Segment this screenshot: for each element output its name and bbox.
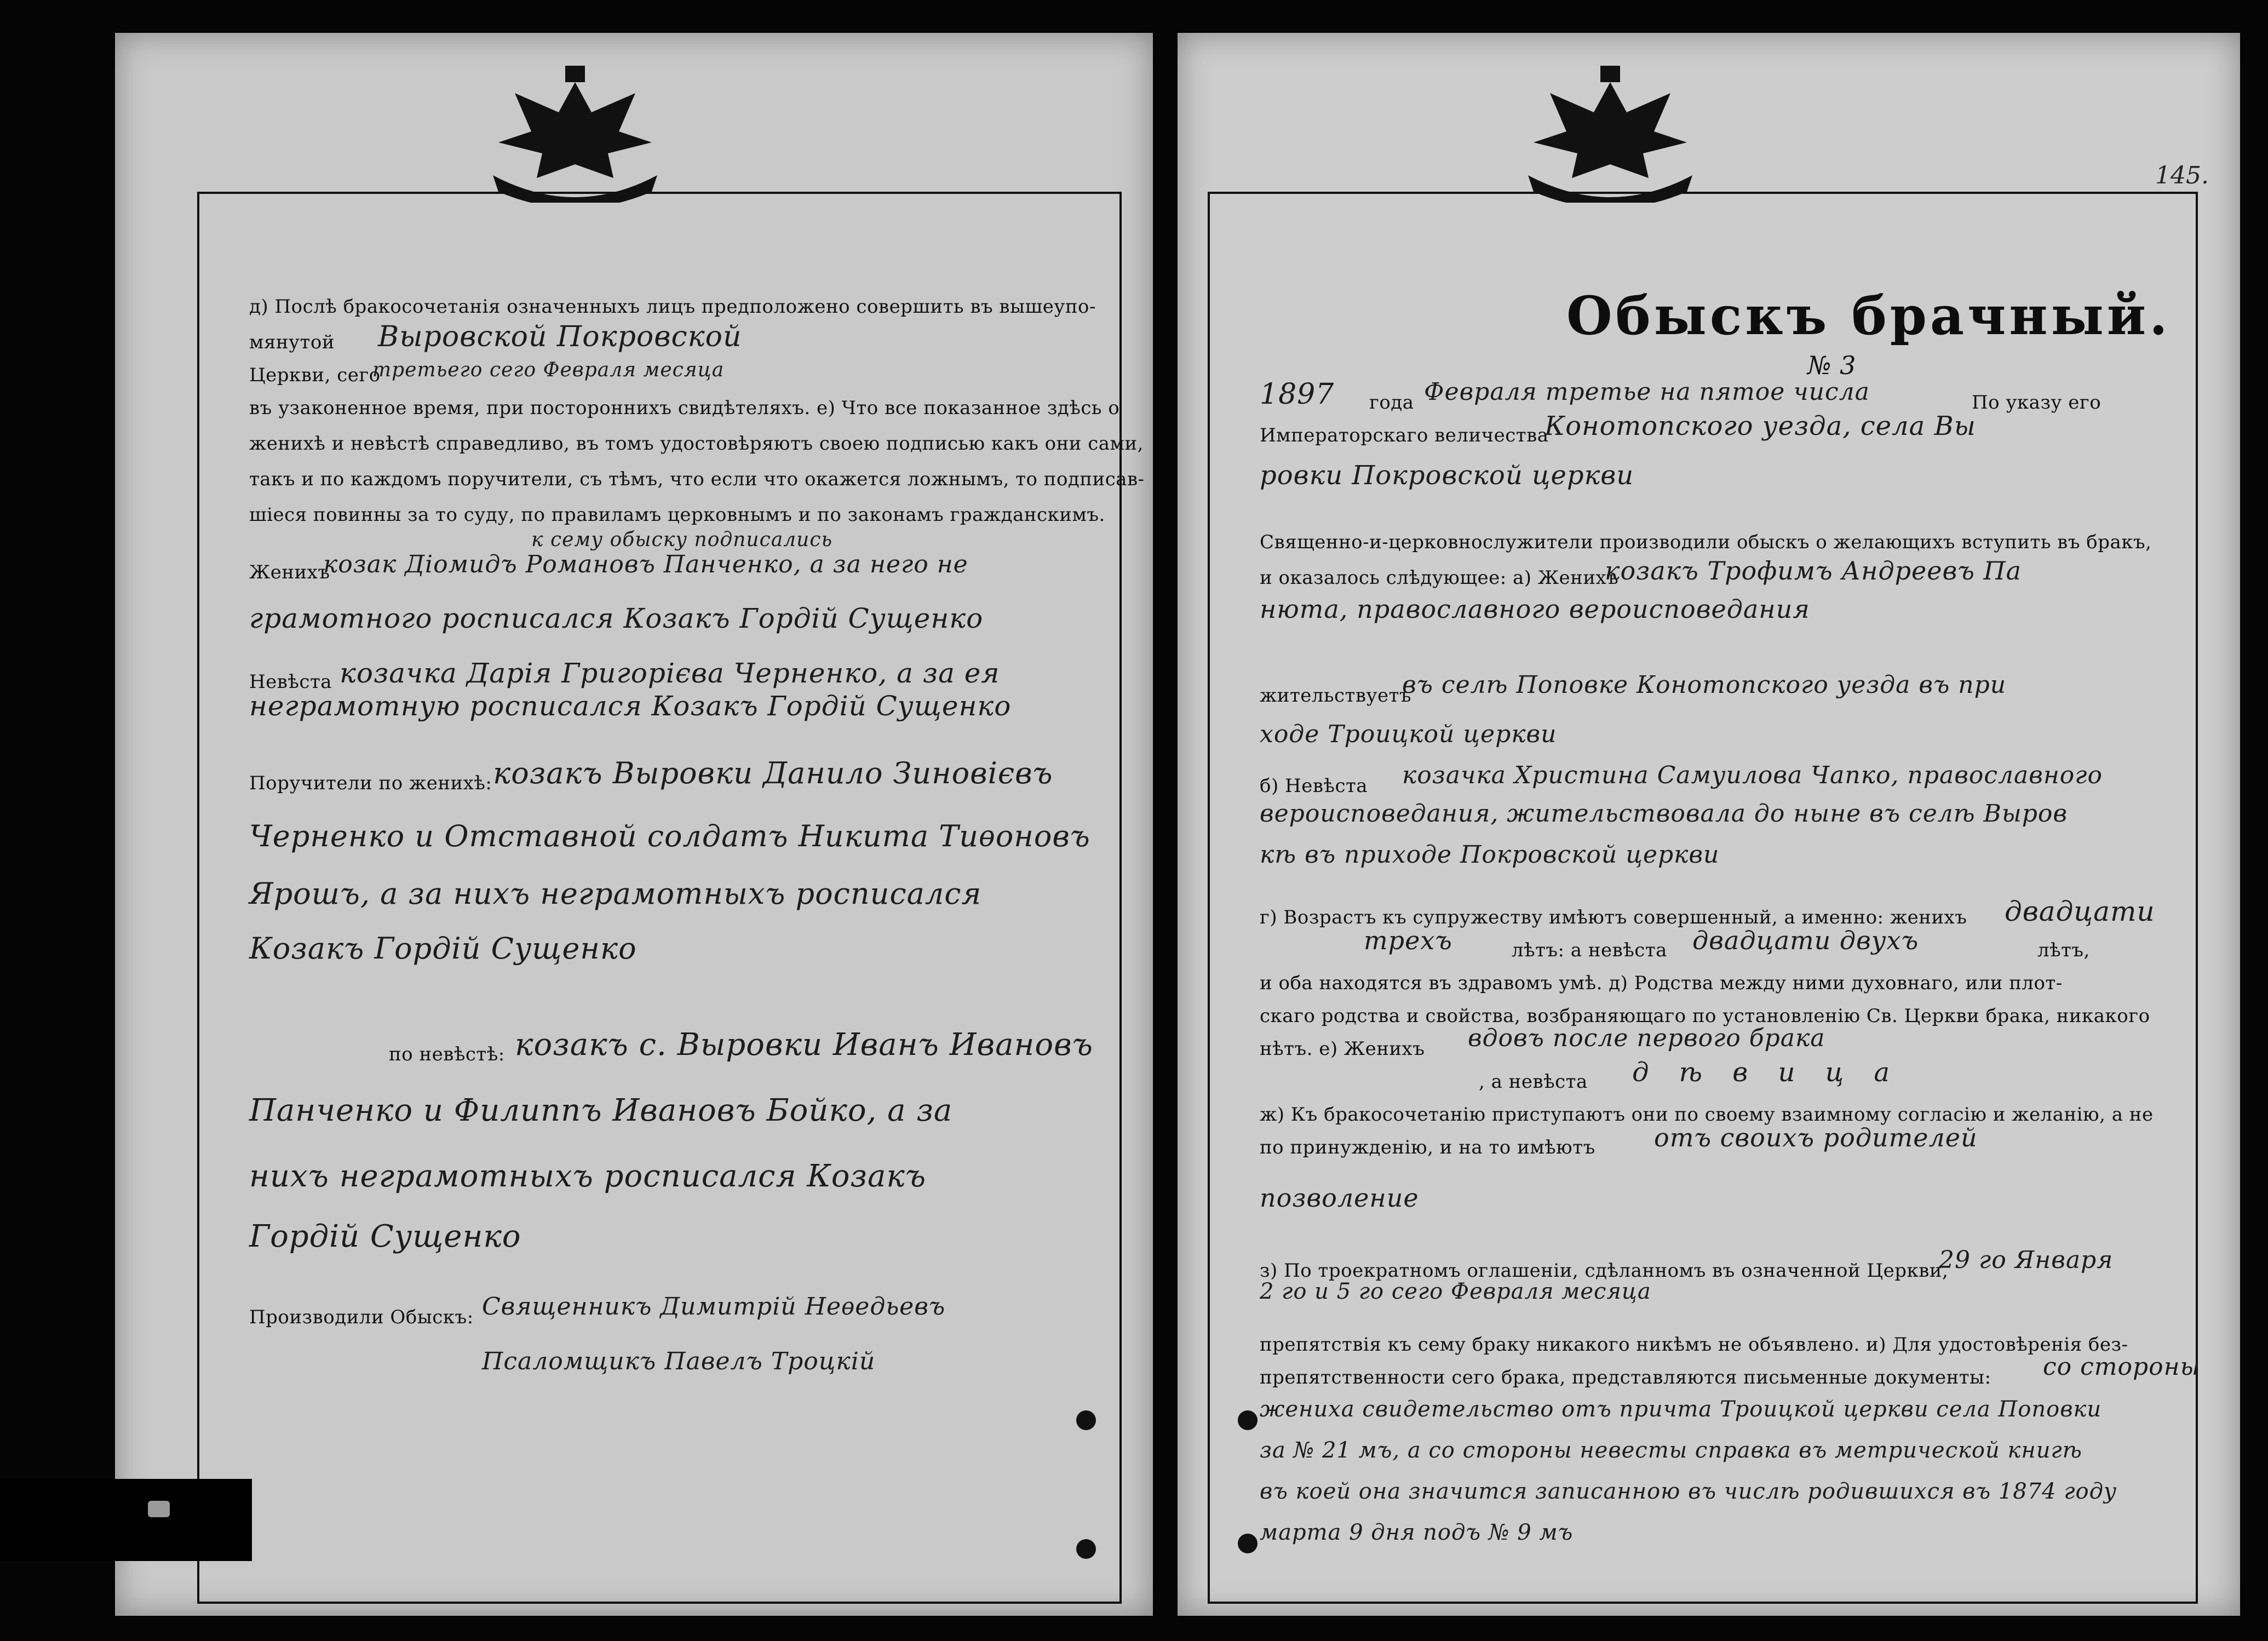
right-hw-documents-4: въ коей она значится записанною въ числѣ родившихся въ 1874 году	[1260, 1479, 2117, 1504]
right-hw-residence: въ селѣ Поповке Конотопского уезда въ при	[1402, 671, 2007, 699]
right-hw-groom: козакъ Трофимъ Андреевъ Па	[1605, 556, 2022, 586]
right-hw-uezd: Конотопского уезда, села Вы	[1544, 411, 1976, 441]
right-hw-groom-faith: нюта, православного вероисповедания	[1260, 594, 1810, 624]
archive-tab	[0, 1479, 252, 1561]
left-hw-guarantor-1: козакъ Выровки Данило Зиновієвъ	[493, 756, 1053, 790]
right-label-bride: б) Невѣста	[1260, 775, 1368, 797]
left-line-guarantors: такъ и по каждомъ поручители, съ тѣмъ, что если что окажется ложнымъ, то подписав-	[249, 468, 1145, 490]
right-label-majesty: Императорскаго величества	[1260, 424, 1549, 446]
left-label-groom-guarantors: Поручители по женихѣ:	[249, 772, 492, 794]
right-line-groom-label: и оказалось слѣдующее: а) Женихъ	[1260, 567, 1619, 589]
left-line-certify: женихѣ и невѣстѣ справедливо, въ томъ удостовѣряютъ своею подписью какъ они сами,	[249, 433, 1144, 455]
right-hw-documents-3: за № 21 мъ, а со стороны невесты справка въ метрической книгѣ	[1260, 1438, 2082, 1463]
left-hw-groom: козак Діомидъ Романовъ Панченко, а за него не	[323, 550, 968, 578]
left-hw-signed-note: к сему обыску подписались	[531, 529, 833, 551]
right-line-groom-status: нѣтъ. е) Женихъ	[1260, 1038, 1425, 1060]
left-label-bride: Невѣста	[249, 671, 332, 693]
right-line-consent: ж) Къ бракосочетанію приступаютъ они по своему взаимному согласію и желанію, а не	[1260, 1104, 2154, 1126]
right-label-by-decree: По указу его	[1972, 392, 2102, 414]
left-hw-bride-guarantor-3: нихъ неграмотныхъ росписался Козакъ	[249, 1158, 927, 1194]
right-hw-groom-age-2: трехъ	[1364, 926, 1452, 955]
left-hw-groom-signature: грамотного росписался Козакъ Гордій Сущенко	[249, 603, 984, 634]
right-line-health: и оба находятся въ здравомъ умѣ. д) Родства между ними духовнаго, или плот-	[1260, 972, 2063, 994]
left-line-church-label: мянутой	[249, 331, 335, 353]
left-line-laws: шіеся повинны за то суду, по правиламъ церковнымъ и по законамъ гражданскимъ.	[249, 504, 1105, 526]
binding-hole	[1238, 1534, 1258, 1553]
right-hw-documents-1: со стороны	[2043, 1353, 2201, 1381]
right-label-years: лѣтъ,	[2037, 939, 2090, 961]
right-hw-permission: позволение	[1260, 1183, 1419, 1213]
right-hw-bride-age: двадцати двухъ	[1692, 926, 1919, 955]
right-hw-documents-2: жениха свидетельство отъ причта Троицкой церкви села Поповки	[1260, 1397, 2102, 1422]
right-hw-church: ровки Покровской церкви	[1260, 460, 1634, 491]
left-hw-guarantor-2: Черненко и Отставной солдатъ Никита Тиѳоновъ	[249, 819, 1090, 853]
left-hw-bride-signature: неграмотную росписался Козакъ Гордій Сущенко	[249, 690, 1012, 722]
right-label-bride-age: лѣтъ: а невѣста	[1512, 939, 1667, 961]
right-hw-bride-faith: вероисповедания, жительствовала до ныне въ селѣ Выров	[1260, 800, 2068, 828]
right-label-year: года	[1369, 392, 1414, 414]
right-line-no-obstacle: препятствія къ сему браку никакого никѣмъ не объявлено. и) Для удостовѣренія без-	[1260, 1334, 2128, 1356]
binding-hole	[1238, 1410, 1258, 1430]
right-hw-bride: козачка Христина Самуилова Чапко, православного	[1402, 761, 2103, 789]
right-hw-bride-status: д ѣ в и ц а	[1632, 1057, 1901, 1088]
right-hw-parents: отъ своихъ родителей	[1654, 1123, 1978, 1152]
left-hw-bride-guarantor-2: Панченко и Филиппъ Ивановъ Бойко, а за	[249, 1093, 953, 1128]
left-hw-church: Выровской Покровской	[378, 320, 742, 353]
right-line-banns: з) По троекратномъ оглашеніи, сдѣланномъ въ означенной Церкви,	[1260, 1260, 1949, 1282]
left-label-bride-guarantors: по невѣстѣ:	[389, 1043, 505, 1065]
left-label-groom: Женихъ	[249, 561, 330, 583]
imperial-eagle-emblem-right	[1512, 60, 1709, 203]
page-title: Обыскъ брачный.	[1566, 285, 2171, 347]
right-line-clergy: Священно-и-церковнослужители производили обыскъ о желающихъ вступить въ бракъ,	[1260, 531, 2152, 553]
left-hw-bride-guarantor-signature: Гордій Сущенко	[249, 1219, 521, 1254]
archive-tab-label	[148, 1501, 170, 1517]
right-hw-banns-date: 29 го Января	[1939, 1246, 2114, 1274]
right-hw-year: 1897	[1260, 378, 1335, 411]
left-hw-date: третьего сего Февраля месяца	[372, 359, 725, 381]
binding-hole	[1076, 1410, 1096, 1430]
left-hw-psalmist: Псаломщикъ Павелъ Троцкій	[482, 1347, 876, 1375]
binding-hole	[1076, 1539, 1096, 1559]
left-label-conducted-by: Производили Обыскъ:	[249, 1306, 474, 1328]
left-line-d: д) Послѣ бракосочетанія означенныхъ лицъ предположено совершить въ вышеупо-	[249, 296, 1096, 318]
right-label-bride-status: , а невѣста	[1479, 1071, 1588, 1093]
right-hw-groom-age: двадцати	[2005, 896, 2155, 927]
right-line-documents: препятственности сего брака, представляются письменные документы:	[1260, 1367, 1991, 1388]
right-label-resides: жительствуетъ	[1260, 685, 1412, 707]
left-line-time: въ узаконенное время, при постороннихъ свидѣтеляхъ. е) Что все показанное здѣсь о	[249, 397, 1120, 419]
right-hw-banns-dates-2: 2 го и 5 го сего Февраля месяца	[1260, 1279, 1651, 1304]
record-number: № 3	[1807, 351, 1856, 380]
left-hw-guarantor-signature: Козакъ Гордій Сущенко	[249, 931, 637, 966]
left-line-church-date: Церкви, сего	[249, 364, 381, 386]
left-hw-priest: Священникъ Димитрій Неѳедьевъ	[482, 1293, 946, 1321]
right-hw-date: Февраля третье на пятое числа	[1424, 378, 1870, 406]
imperial-eagle-emblem-left	[476, 60, 674, 203]
right-hw-groom-status: вдовъ после первого брака	[1468, 1024, 1825, 1052]
right-line-permission: по принужденію, и на то имѣютъ	[1260, 1137, 1595, 1158]
left-hw-guarantor-3: Ярошъ, а за нихъ неграмотныхъ росписался	[249, 876, 982, 911]
page-number: 145.	[2155, 162, 2209, 190]
right-hw-parish: ходе Троицкой церкви	[1260, 720, 1557, 748]
right-line-age: г) Возрастъ къ супружеству имѣютъ совершенный, а именно: женихъ	[1260, 906, 1967, 928]
left-hw-bride-guarantor-1: козакъ с. Выровки Иванъ Ивановъ	[515, 1027, 1094, 1063]
right-hw-documents-5: марта 9 дня подъ № 9 мъ	[1260, 1520, 1574, 1545]
left-hw-bride: козачка Дарія Григорієва Черненко, а за ея	[340, 657, 1000, 689]
right-hw-bride-parish: кѣ въ приходе Покровской церкви	[1260, 841, 1720, 869]
right-line-kinship: скаго родства и свойства, возбраняющаго по установленію Св. Церкви брака, никакого	[1260, 1005, 2150, 1027]
